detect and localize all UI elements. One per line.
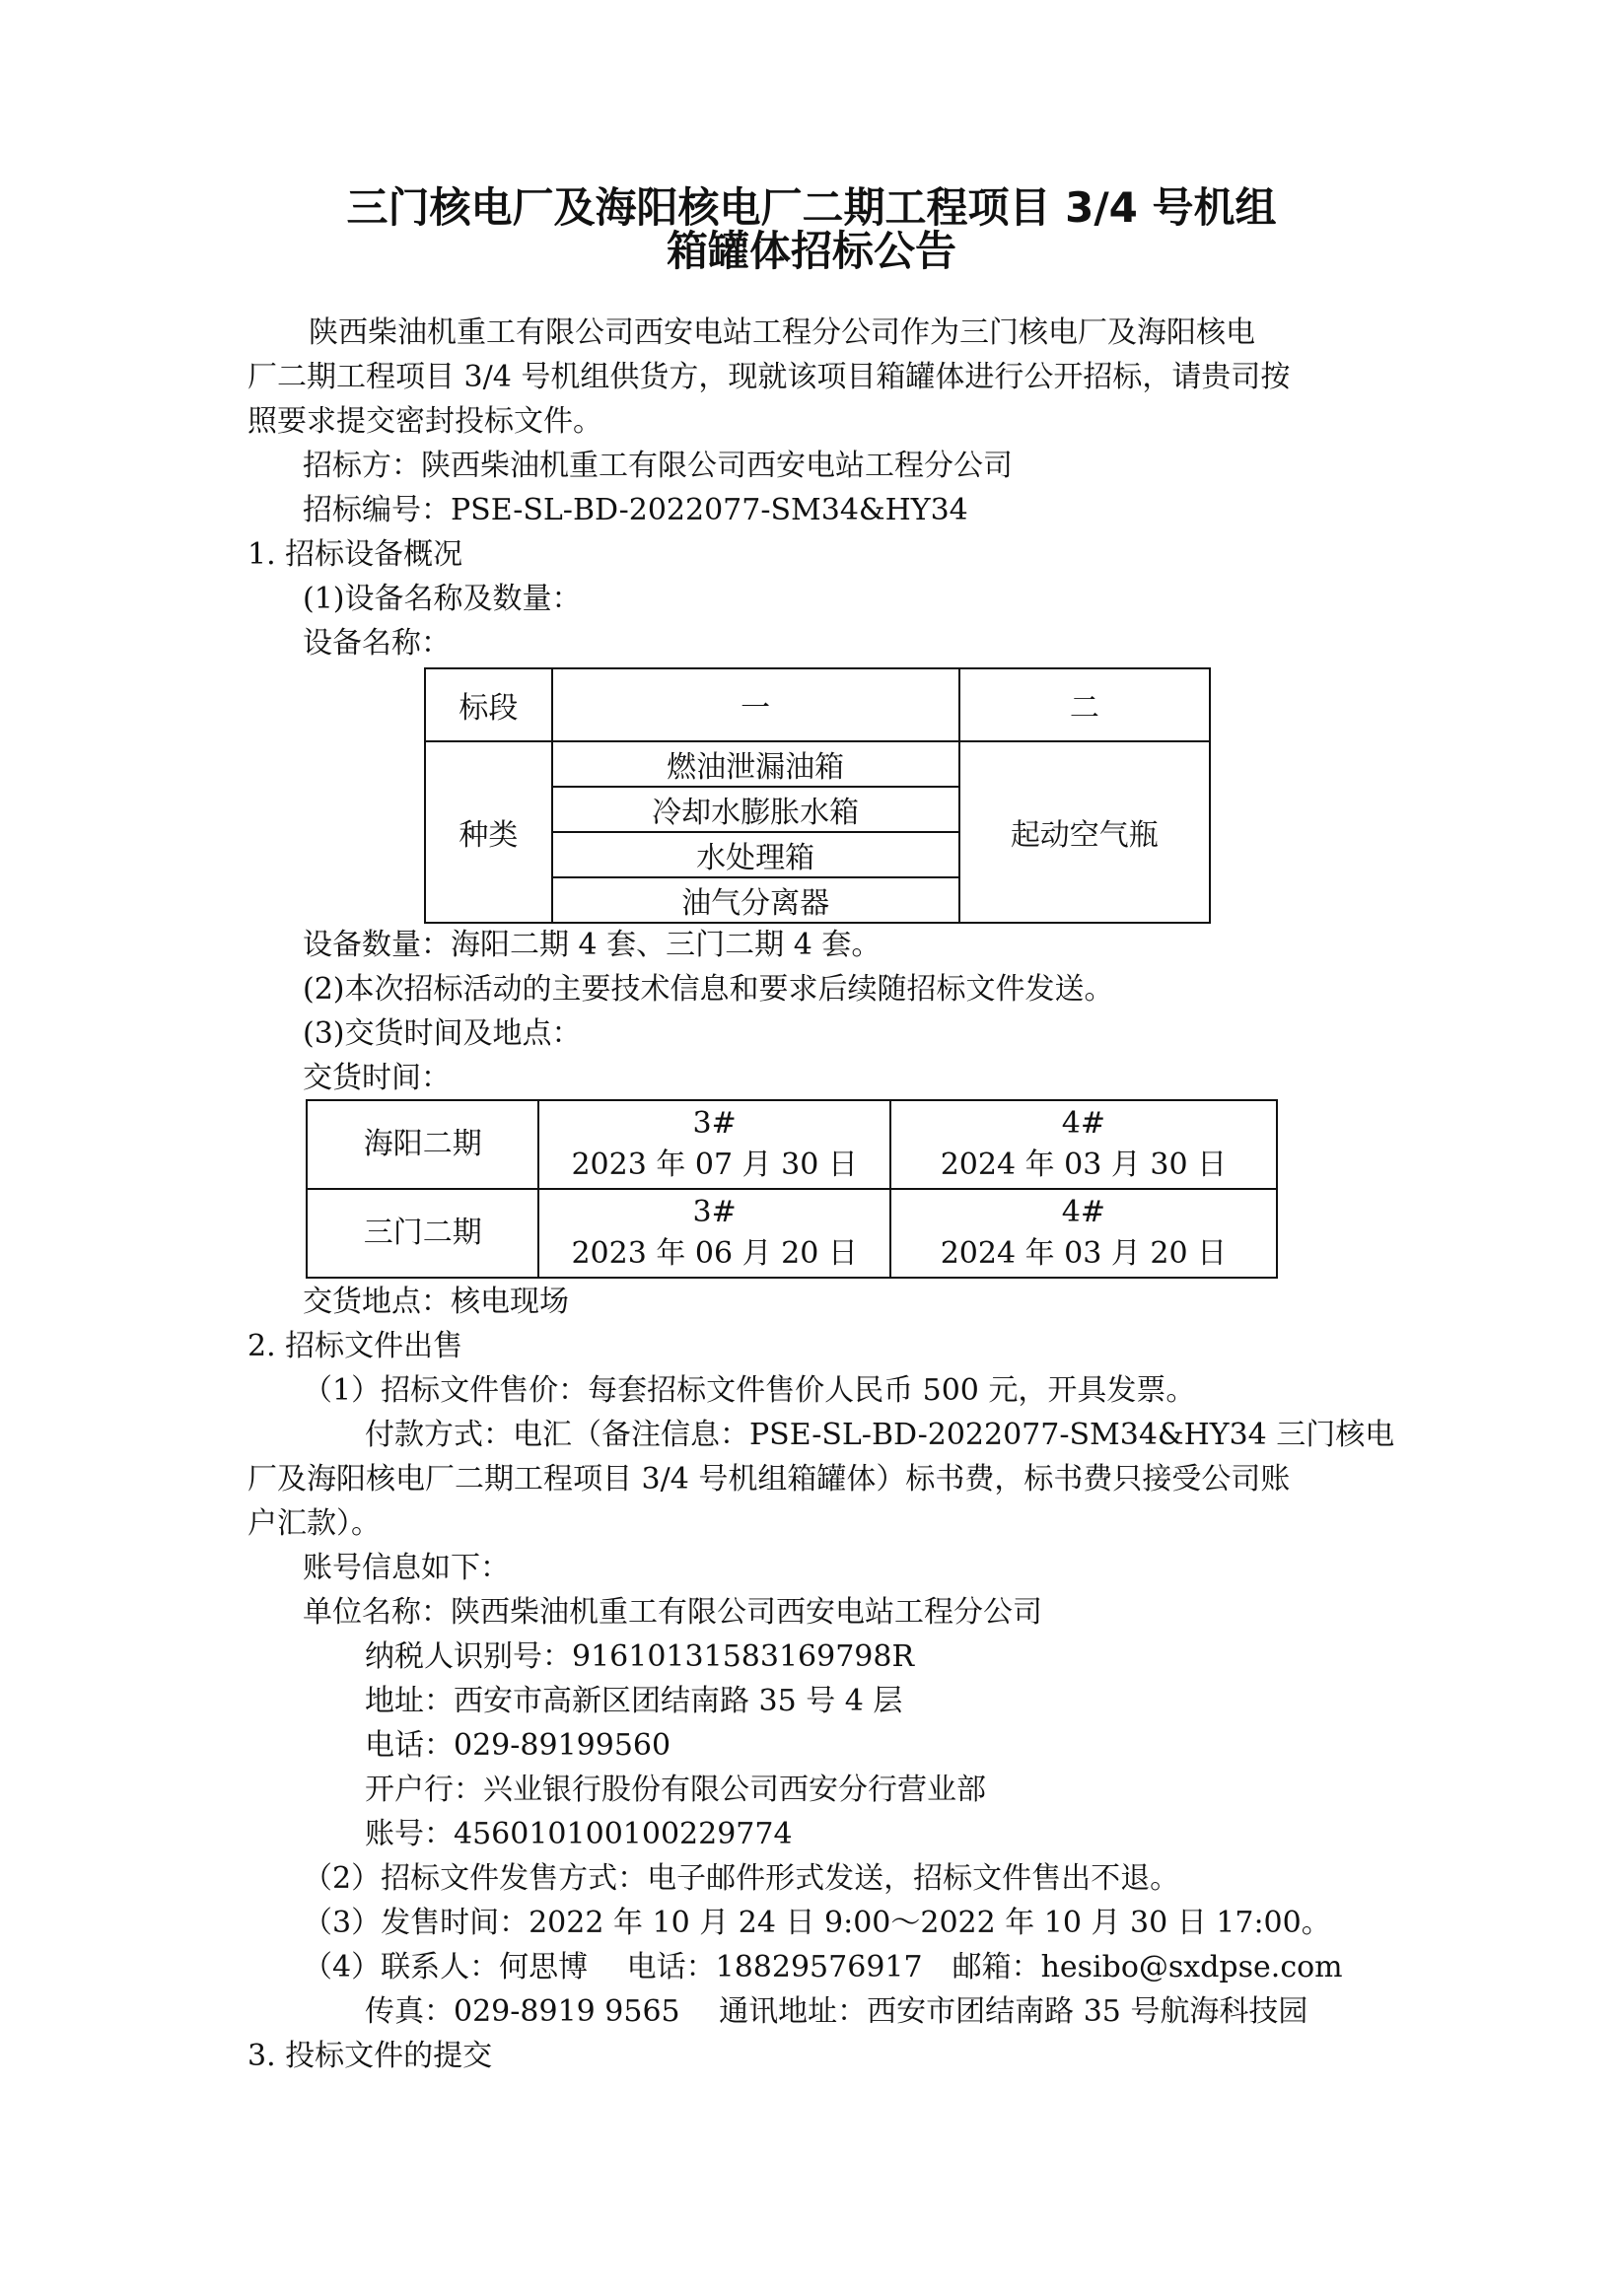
bank: 开户行：兴业银行股份有限公司西安分行营业部: [365, 1773, 986, 1807]
doc-title-line1: 三门核电厂及海阳核电厂二期工程项目 3/4 号机组: [346, 183, 1277, 232]
kind-header: 种类: [425, 741, 552, 923]
account-number: 账号：456010100100229774: [365, 1817, 793, 1851]
equipment-table: [424, 667, 1211, 924]
sub-2: (2)本次招标活动的主要技术信息和要求后续随招标文件发送。: [303, 972, 1114, 1007]
quantity: 设备数量：海阳二期 4 套、三门二期 4 套。: [303, 928, 882, 962]
tax-id: 纳税人识别号：91610131583169798R: [365, 1639, 915, 1674]
price: （1）招标文件售价：每套招标文件售价人民币 500 元，开具发票。: [303, 1373, 1196, 1408]
date: 2023 年 07 月 30 日: [571, 1148, 858, 1182]
payment-line: 户汇款）。: [247, 1506, 381, 1541]
unit: 3#: [692, 1195, 737, 1229]
delivery-row: [307, 1100, 1277, 1189]
contact: （4）联系人：何思博 电话：18829576917 邮箱：hesibo@sxdpse.com: [303, 1950, 1343, 1984]
unit: 4#: [1061, 1195, 1105, 1229]
lot-header: 标段: [425, 668, 552, 741]
section-2: [247, 1280, 1395, 2078]
site: 三门二期: [307, 1189, 538, 1278]
intro-section: [247, 311, 1391, 665]
section-2-heading: 2. 招标文件出售: [247, 1329, 463, 1363]
doc-title-line2: 箱罐体招标公告: [666, 227, 956, 275]
lot-2: 二: [959, 668, 1210, 741]
lot2-item: 起动空气瓶: [959, 741, 1210, 923]
date: 2023 年 06 月 20 日: [571, 1236, 858, 1271]
intro-line: 厂二期工程项目 3/4 号机组供货方，现就该项目箱罐体进行公开招标，请贵司按: [247, 360, 1291, 394]
lot1-item: 水处理箱: [552, 832, 959, 877]
date: 2024 年 03 月 20 日: [940, 1236, 1228, 1271]
intro-line: 照要求提交密封投标文件。: [247, 404, 602, 439]
section-1-continued: [247, 923, 1391, 1100]
unit: 4#: [1061, 1106, 1105, 1141]
lot-1: 一: [552, 668, 959, 741]
sub-3: (3)交货时间及地点：: [303, 1016, 582, 1051]
unit-name: 单位名称：陕西柴油机重工有限公司西安电站工程分公司: [303, 1595, 1042, 1630]
delivery-table: [306, 1099, 1278, 1279]
payment-line: 厂及海阳核电厂二期工程项目 3/4 号机组箱罐体）标书费，标书费只接受公司账: [247, 1462, 1291, 1496]
time-label: 交货时间：: [303, 1061, 451, 1095]
site: 海阳二期: [307, 1100, 538, 1189]
intro-line: 陕西柴油机重工有限公司西安电站工程分公司作为三门核电厂及海阳核电: [309, 315, 1255, 350]
delivery-place: 交货地点：核电现场: [303, 1285, 569, 1319]
phone: 电话：029-89199560: [365, 1728, 671, 1763]
tenderer: 招标方：陕西柴油机重工有限公司西安电站工程分公司: [303, 449, 1013, 483]
section-3-heading: 3. 投标文件的提交: [247, 2039, 493, 2073]
fax-and-address: 传真：029-8919 9565 通讯地址：西安市团结南路 35 号航海科技园: [365, 1994, 1308, 2029]
names-label: 设备名称：: [303, 626, 451, 661]
tender-number: 招标编号：PSE-SL-BD-2022077-SM34&HY34: [303, 493, 968, 527]
sale-time: （3）发售时间：2022 年 10 月 24 日 9:00～2022 年 10 月 30 日 17:00。: [303, 1906, 1331, 1940]
lot1-item: 燃油泄漏油箱: [552, 741, 959, 787]
unit: 3#: [692, 1106, 737, 1141]
account-intro: 账号信息如下：: [303, 1551, 510, 1585]
sub-1: (1)设备名称及数量：: [303, 582, 582, 616]
address: 地址：西安市高新区团结南路 35 号 4 层: [365, 1684, 903, 1718]
sale-method: （2）招标文件发售方式：电子邮件形式发送，招标文件售出不退。: [303, 1861, 1180, 1896]
date: 2024 年 03 月 30 日: [940, 1148, 1228, 1182]
section-1-heading: 1. 招标设备概况: [247, 537, 463, 572]
lot1-item: 冷却水膨胀水箱: [552, 787, 959, 832]
lot1-item: 油气分离器: [552, 877, 959, 923]
delivery-row: [307, 1189, 1277, 1278]
payment-line: 付款方式：电汇（备注信息：PSE-SL-BD-2022077-SM34&HY34 三门核电: [365, 1418, 1395, 1452]
